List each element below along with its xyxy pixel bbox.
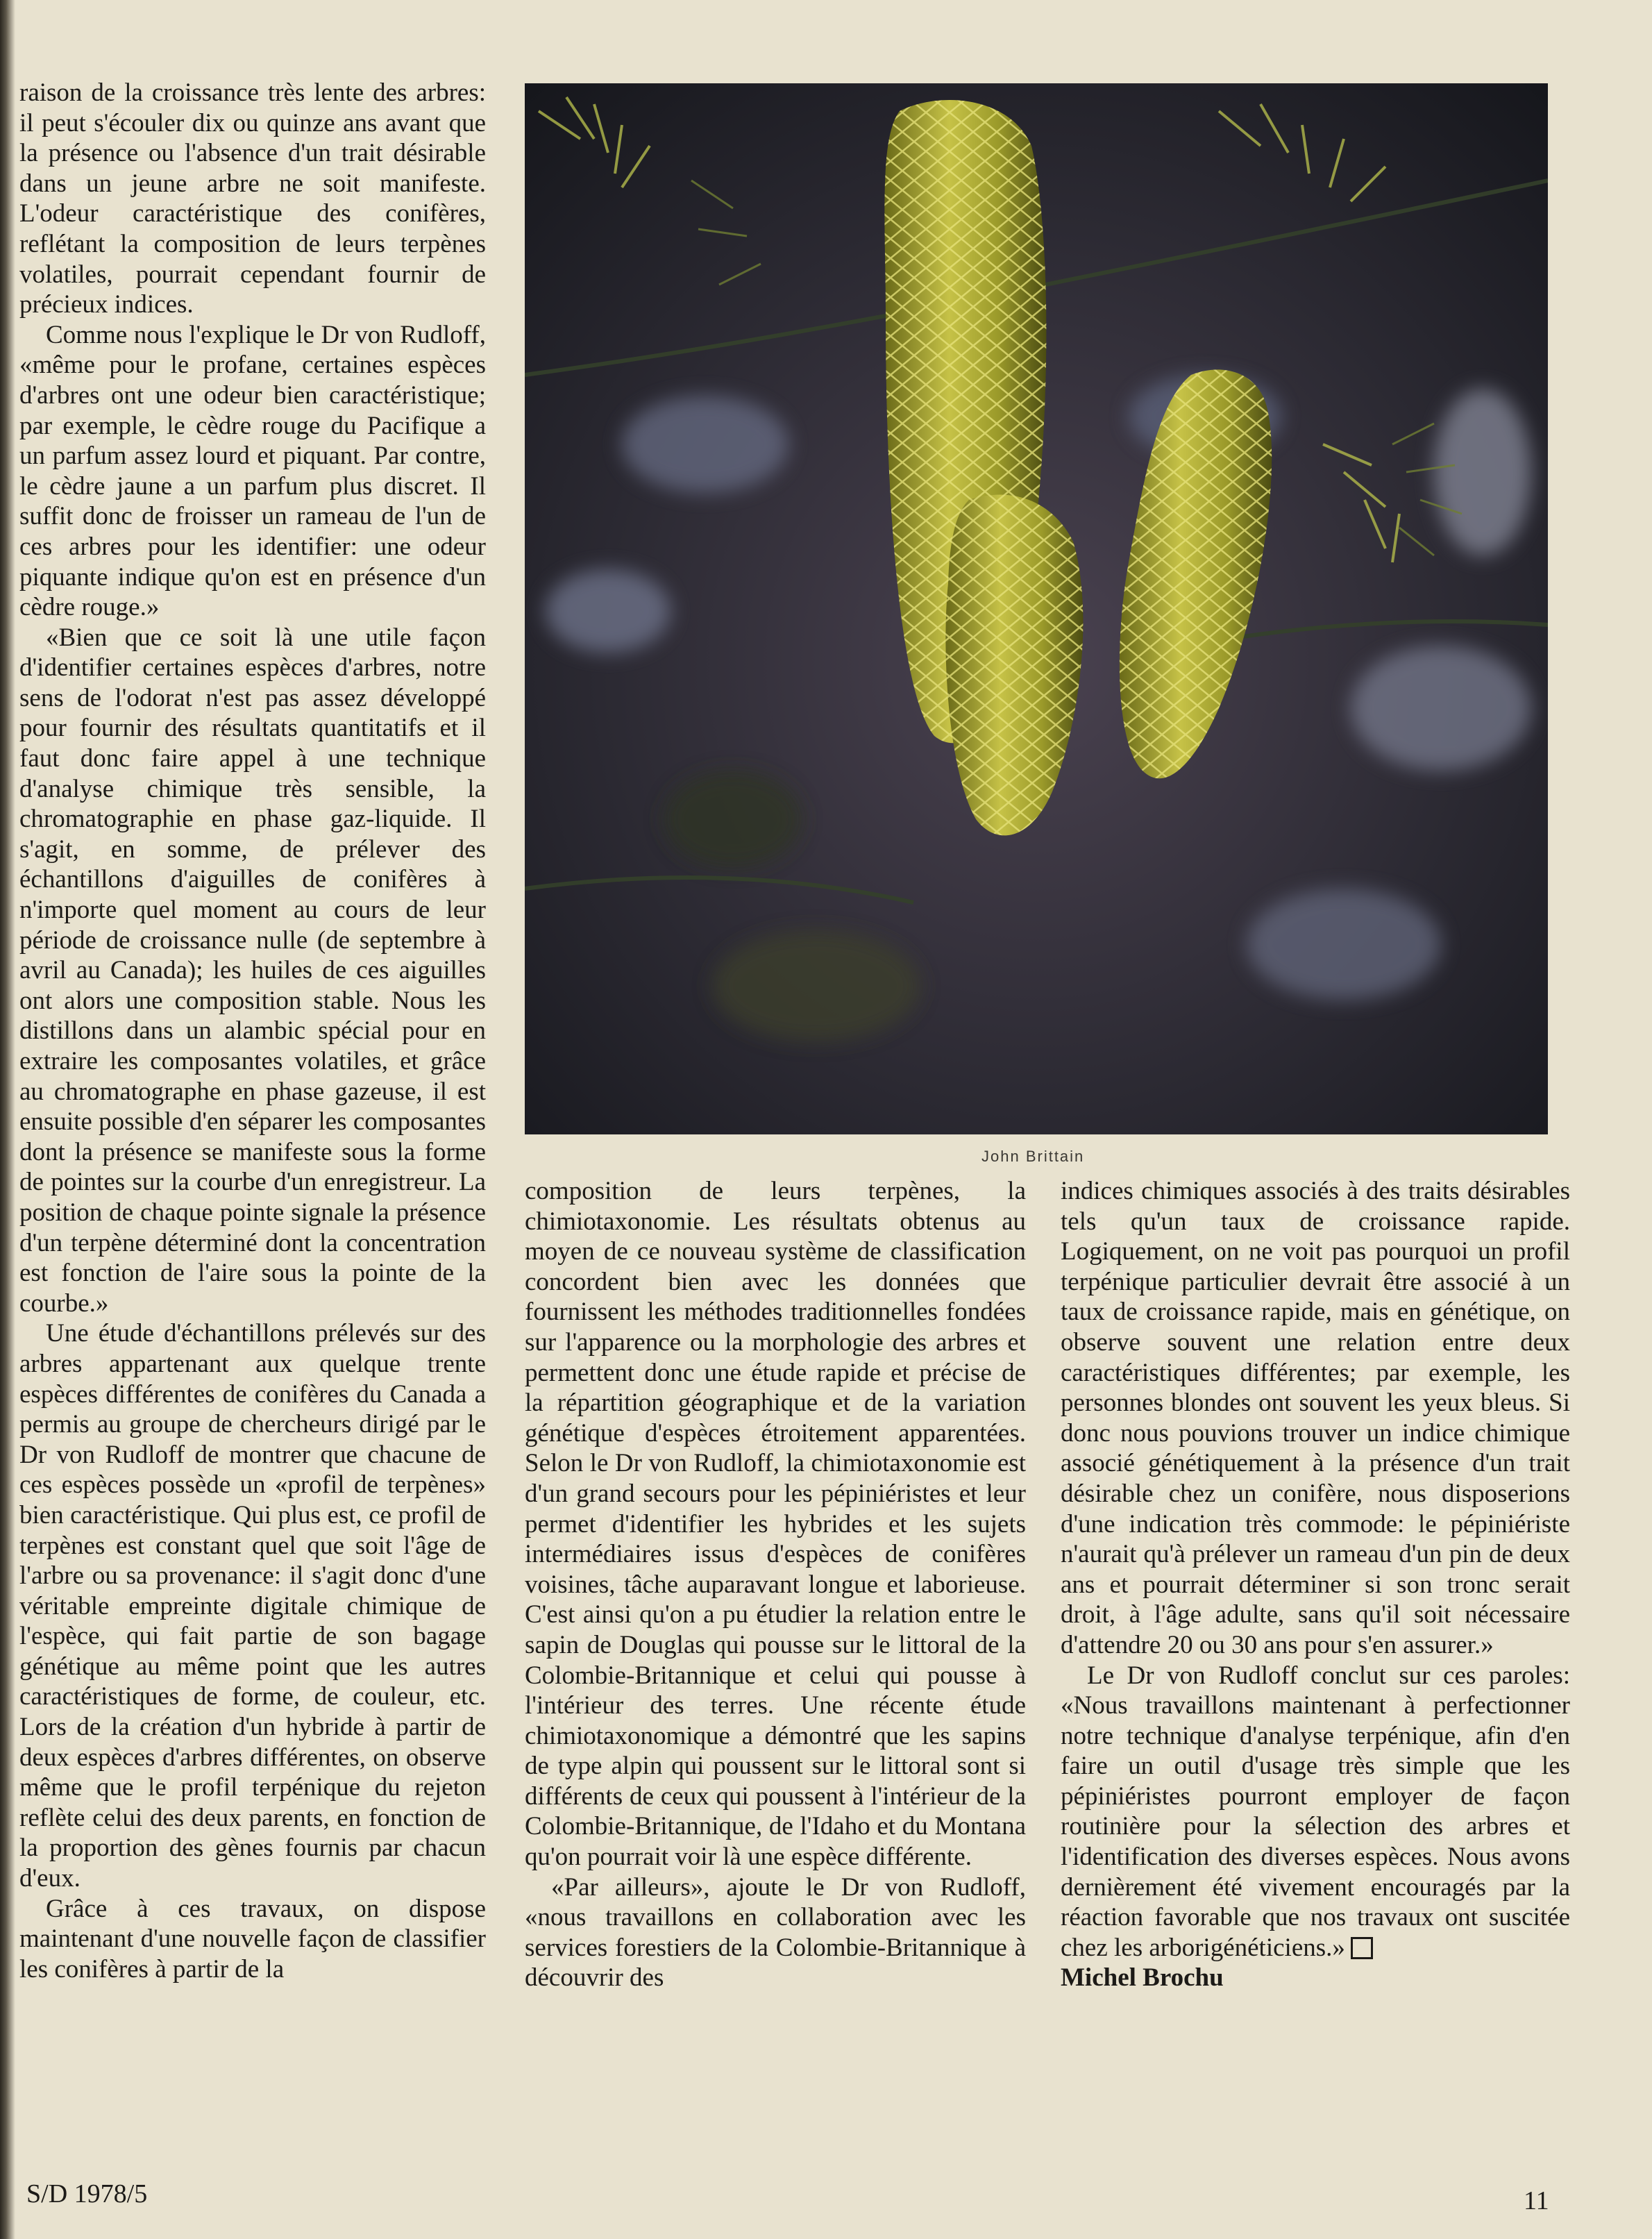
end-of-article-box-icon	[1351, 1937, 1373, 1959]
article-column-1	[19, 78, 486, 1984]
paragraph: indices chimiques associés à des traits désirables tels qu'un taux de croissance rapide. Logiquement, on ne voit pas pourquoi un profil terpénique particulier devrait être associé à un taux de croissance rapide, mais en génétique, on observe souvent une relation entre deux caractéristiques différentes; par exemple, les personnes blondes ont souvent les yeux bleus. Si donc nous pouvions trouver un indice chimique associé génétiquement à la présence d'un trait désirable chez un conifère, nous disposerions d'une indication très commode: le pépiniériste n'aurait qu'à prélever un rameau d'un pin de deux ans et pourrait déterminer si son tronc serait droit, à l'âge adulte, sans qu'il soit nécessaire d'attendre 20 ou 30 ans pour s'en assurer.»	[1061, 1177, 1570, 1659]
article-column-3	[1061, 1176, 1570, 1993]
paragraph-final	[1061, 1661, 1570, 1963]
conifer-cones-photo	[525, 83, 1548, 1134]
page-gutter-shadow	[0, 0, 15, 2239]
paragraph: Comme nous l'explique le Dr von Rudloff, «même pour le profane, certaines espèces d'arbres ont une odeur bien caractéristique; par exemple, le cèdre rouge du Pacifique a un parfum assez lourd et piquant. Par contre, le cèdre jaune a un parfum plus discret. Il suffit donc de froisser un rameau de l'un de ces arbres pour les identifier: une odeur piquante indique qu'on est en présence d'un cèdre rouge.»	[19, 320, 486, 622]
paragraph: «Bien que ce soit là une utile façon d'identifier certaines espèces d'arbres, notre sens de l'odorat n'est pas assez développé pour fournir des résultats quantitatifs et il faut donc faire appel à une technique d'analyse chimique très sensible, la chromatographie en phase gaz-liquide. Il s'agit, en somme, de prélever des échantillons d'aiguilles de conifères à n'importe quel moment au cours de leur période de croissance nulle (de septembre à avril au Canada); les huiles de ces aiguilles ont alors une composition stable. Nous les distillons dans un alambic spécial pour en extraire les composantes volatiles, et grâce au chromatographe en phase gazeuse, il est ensuite possible d'en séparer les composantes dont la présence se manifeste sous la forme de pointes sur la courbe d'un enregistreur. La position de chaque pointe signale la présence d'un terpène déterminé dont la concentration est fonction de l'aire sous la pointe de la courbe.»	[19, 623, 486, 1318]
page-number: 11	[1524, 2186, 1549, 2215]
photo-credit: John Brittain	[981, 1148, 1085, 1165]
photo-illustration	[525, 83, 1548, 1134]
author-signature: Michel Brochu	[1061, 1963, 1224, 1993]
issue-folio: S/D 1978/5	[26, 2179, 148, 2208]
article-column-2	[525, 1176, 1026, 1993]
paragraph: composition de leurs terpènes, la chimiotaxonomie. Les résultats obtenus au moyen de ce nouveau système de classification concordent bien avec les données que fournissent les méthodes traditionnelles fondées sur l'apparence ou la morphologie des arbres et permettent donc une étude rapide et précise de la répartition géographique et de la variation génétique d'espèces étroitement apparentées. Selon le Dr von Rudloff, la chimiotaxonomie est d'un grand secours pour les pépiniéristes et leur permet d'identifier les hybrides et les sujets intermédiaires issus d'espèces de conifères voisines, tâche auparavant longue et laborieuse. C'est ainsi qu'on a pu étudier la relation entre le sapin de Douglas qui pousse sur le littoral de la Colombie-Britannique et celui qui pousse à l'intérieur des terres. Une récente étude chimiotaxonomique a démontré que les sapins de type alpin qui poussent sur le littoral sont si différents de ceux qui poussent à l'intérieur de la Colombie-Britannique, de l'Idaho et du Montana qu'on pourrait voir là une espèce différente.	[525, 1177, 1026, 1872]
paragraph: Grâce à ces travaux, on dispose maintenant d'une nouvelle façon de classifier les conifères à partir de la	[19, 1894, 486, 1984]
closing-paragraph-text: Le Dr von Rudloff conclut sur ces paroles: «Nous travaillons maintenant à perfectionner notre technique d'analyse terpénique, afin d'en faire un outil d'usage très simple que les pépiniéristes pourront employer de façon routinière pour la sélection des arbres et l'identification des diverses espèces. Nous avons dernièrement été vivement encouragés par la réaction favorable que nos travaux ont suscitée chez les arborigénéticiens.»	[1061, 1661, 1570, 1962]
paragraph: raison de la croissance très lente des arbres: il peut s'écouler dix ou quinze ans avant que la présence ou l'absence d'un trait désirable dans un jeune arbre ne soit manifeste. L'odeur caractéristique des conifères, reflétant la composition de leurs terpènes volatiles, pourrait cependant fournir de précieux indices.	[19, 78, 486, 319]
paragraph: Une étude d'échantillons prélevés sur des arbres appartenant aux quelque trente espèces différentes de conifères du Canada a permis au groupe de chercheurs dirigé par le Dr von Rudloff de montrer que chacune de ces espèces possède un «profil de terpènes» bien caractéristique. Qui plus est, ce profil de terpènes est constant quel que soit l'âge de l'arbre ou sa provenance: il s'agit donc d'une véritable empreinte digitale chimique de l'espèce, qui fait partie de son bagage génétique au même point que les autres caractéristiques de forme, de couleur, etc. Lors de la création d'un hybride à partir de deux espèces d'arbres différentes, on observe même que le profil terpénique du rejeton reflète celui des deux parents, en fonction de la proportion des gènes fournis par chacun d'eux.	[19, 1319, 486, 1893]
paragraph: «Par ailleurs», ajoute le Dr von Rudloff, «nous travaillons en collaboration avec les services forestiers de la Colombie-Britannique à découvrir des	[525, 1872, 1026, 1993]
